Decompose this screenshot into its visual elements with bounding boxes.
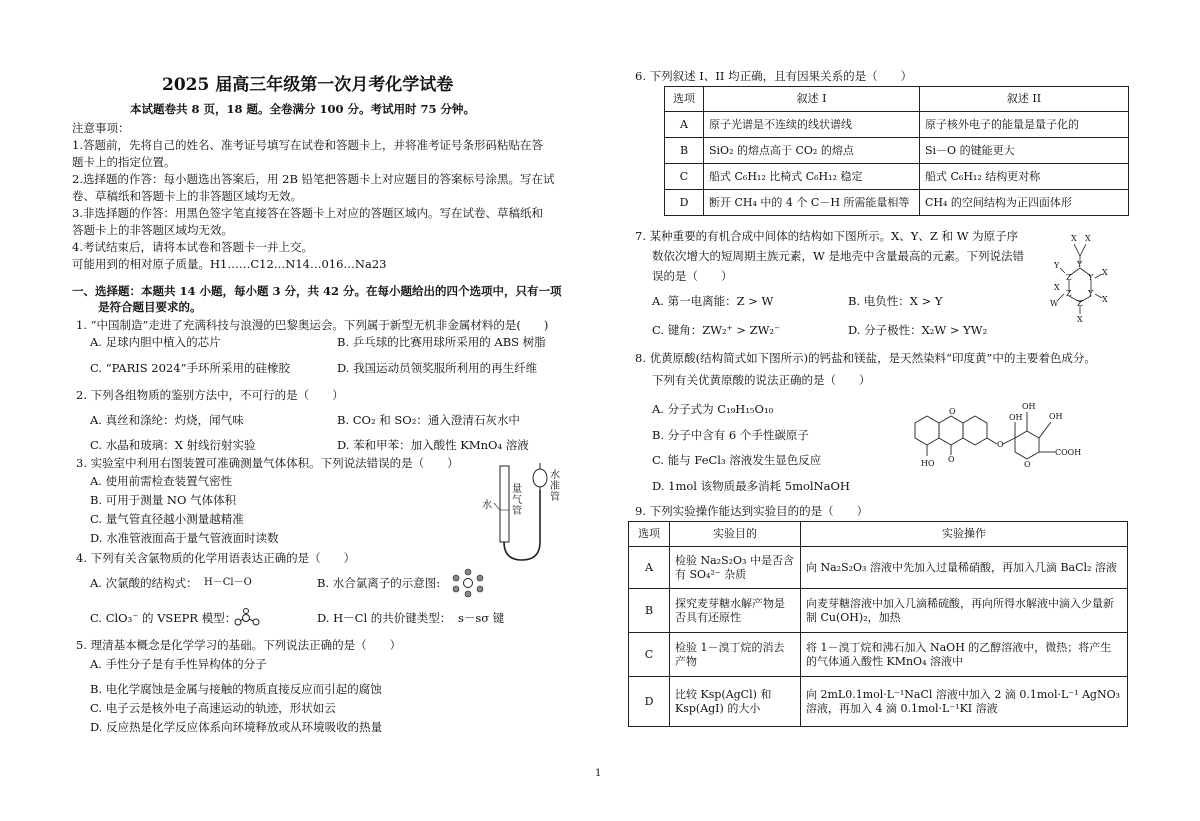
q6-col-option: 选项: [665, 87, 704, 112]
atom-label: O: [949, 407, 956, 416]
exam-subtitle: 本试题卷共 8 页，18 题。全卷满分 100 分。考试用时 75 分钟。: [130, 102, 476, 116]
q1-stem: 1. “中国制造”走进了充满科技与浪漫的巴黎奥运会。下列属于新型无机非金属材料的是( ): [76, 318, 549, 332]
hydrated-chloride-ion-diagram: [450, 568, 486, 598]
q9-col-option: 选项: [629, 522, 670, 547]
q1-option-b: B. 乒乓球的比赛用球所采用的 ABS 树脂: [337, 335, 546, 349]
table-cell: 将 1－溴丁烷和沸石加入 NaOH 的乙醇溶液中，微热；将产生的气体通入酸性 KMnO₄ 溶液中: [801, 633, 1128, 677]
q2-option-a: A. 真丝和涤纶：灼烧，闻气味: [90, 413, 244, 427]
atom-label: O: [997, 440, 1004, 449]
atom-x: X: [1102, 295, 1108, 304]
atom-label: O: [948, 455, 955, 464]
q8-option-c: C. 能与 FeCl₃ 溶液发生显色反应: [652, 453, 822, 467]
q8-option-b: B. 分子中含有 6 个手性碳原子: [652, 428, 809, 442]
q9-header-row: [629, 522, 1128, 547]
table-cell: 船式 C₆H₁₂ 结构更对称: [920, 164, 1129, 190]
q4-option-c: C. ClO₃⁻ 的 VSEPR 模型：: [90, 611, 237, 625]
q4-option-a: A. 次氯酸的结构式：: [90, 576, 198, 590]
table-cell: 探究麦芽糖水解产物是否具有还原性: [670, 589, 801, 633]
table-row: [665, 138, 1129, 164]
q4-option-b: B. 水合氯离子的示意图:: [317, 576, 441, 590]
table-cell: Si－O 的键能更大: [920, 138, 1129, 164]
table-cell: 船式 C₆H₁₂ 比椅式 C₆H₁₂ 稳定: [704, 164, 920, 190]
atom-label: OH: [1049, 412, 1063, 421]
note-2b: 卷、草稿纸和答题卡上的非答题区域均无效。: [72, 189, 302, 203]
table-row: [629, 589, 1128, 633]
note-2a: 2.选择题的作答：每小题选出答案后，用 2B 铅笔把答题卡上对应题目的答案标号涂黑。写在试: [72, 172, 555, 186]
atomic-masses: 可能用到的相对原子质量。H1……C12…N14…016…Na23: [72, 257, 387, 271]
table-cell: CH₄ 的空间结构为正四面体形: [920, 190, 1129, 216]
vsepr-model-icon: [232, 608, 264, 628]
q9-table: [628, 521, 1128, 727]
q8-atom-labels: [921, 402, 1081, 469]
q7-molecule-structure: [1040, 228, 1130, 324]
q6-col-statement2: 叙述 II: [920, 87, 1129, 112]
q5-option-c: C. 电子云是核外电子高速运动的轨迹，形状如云: [90, 701, 336, 715]
atom-label: O: [1024, 460, 1031, 469]
atom-z: Z: [1066, 289, 1072, 298]
table-cell: SiO₂ 的熔点高于 CO₂ 的熔点: [704, 138, 920, 164]
note-1b: 题卡上的指定位置。: [72, 155, 176, 169]
table-row: [665, 112, 1129, 138]
atom-x: X: [1102, 268, 1108, 277]
table-row: [629, 547, 1128, 589]
section-heading-b: 是符合题目要求的。: [98, 300, 202, 314]
section-heading-a: 一、选择题：本题共 14 小题，每小题 3 分，共 42 分。在每小题给出的四个选项中，只有一项: [72, 284, 562, 298]
q7-option-a: A. 第一电离能：Z > W: [652, 294, 774, 308]
q8-option-a: A. 分子式为 C₁₉H₁₅O₁₀: [652, 402, 774, 416]
table-cell: C: [665, 164, 704, 190]
table-cell: D: [665, 190, 704, 216]
q9-stem: 9. 下列实验操作能达到实验目的的是（ ）: [635, 504, 869, 518]
atom-y: Y: [1088, 289, 1094, 298]
table-cell: A: [665, 112, 704, 138]
notes-heading: 注意事项：: [72, 121, 130, 135]
q6-stem: 6. 下列叙述 I、II 均正确，且有因果关系的是（ ）: [635, 69, 913, 83]
table-cell: 向 Na₂S₂O₃ 溶液中先加入过量稀硝酸，再加入几滴 BaCl₂ 溶液: [801, 547, 1128, 589]
q5-option-b: B. 电化学腐蚀是金属与接触的物质直接反应而引起的腐蚀: [90, 682, 382, 696]
q1-option-a: A. 足球内胆中植入的芯片: [90, 335, 221, 349]
label-gas-tube: 量气管: [512, 484, 522, 517]
table-row: [629, 633, 1128, 677]
label-water: 水: [482, 500, 492, 511]
q8-option-d: D. 1mol 该物质最多消耗 5molNaOH: [652, 479, 850, 493]
atom-z: Z: [1077, 299, 1083, 308]
q7-option-c: C. 键角：ZW₂⁺ > ZW₂⁻: [652, 323, 781, 337]
label-level-tube: 水准管: [550, 470, 560, 503]
q3-option-d: D. 水准管液面高于量气管液面时读数: [90, 531, 279, 545]
q2-option-c: C. 水晶和玻璃：X 射线衍射实验: [90, 438, 256, 452]
atom-label: COOH: [1055, 448, 1082, 457]
atom-w: W: [1050, 299, 1059, 308]
q7-option-b: B. 电负性：X > Y: [848, 294, 943, 308]
table-row: [665, 164, 1129, 190]
atom-y: Y: [1054, 261, 1060, 270]
table-cell: 原子光谱是不连续的线状谱线: [704, 112, 920, 138]
q3-stem: 3. 实验室中利用右图装置可准确测量气体体积。下列说法错误的是（ ）: [76, 456, 459, 470]
q2-stem: 2. 下列各组物质的鉴别方法中，不可行的是（ ）: [76, 388, 344, 402]
table-cell: 检验 1－溴丁烷的消去产物: [670, 633, 801, 677]
table-cell: D: [629, 677, 670, 727]
q3-option-b: B. 可用于测量 NO 气体体积: [90, 493, 237, 507]
table-row: [665, 190, 1129, 216]
q5-stem: 5. 理清基本概念是化学学习的基础。下列说法正确的是（ ）: [76, 638, 402, 652]
q7-option-d: D. 分子极性：X₂W > YW₂: [848, 323, 988, 337]
table-cell: A: [629, 547, 670, 589]
atom-x: X: [1071, 234, 1077, 243]
note-4: 4.考试结束后，请将本试卷和答题卡一并上交。: [72, 240, 313, 254]
q5-option-a: A. 手性分子是有手性异构体的分子: [90, 657, 267, 671]
table-cell: B: [665, 138, 704, 164]
atom-z: Z: [1066, 273, 1072, 282]
q3-option-c: C. 量气管直径越小测量越精准: [90, 512, 244, 526]
page-number: 1: [595, 768, 602, 779]
q6-table: [664, 86, 1129, 216]
euxanthic-acid-structure: [905, 388, 1110, 480]
atom-label: HO: [921, 459, 935, 468]
atom-label: OH: [1022, 402, 1036, 411]
q7-line-2: 数依次增大的短周期主族元素，W 是地壳中含量最高的元素。下列说法错: [652, 249, 1024, 263]
table-cell: C: [629, 633, 670, 677]
q7-atom-labels: [1050, 234, 1108, 324]
q4-option-d: D. H－Cl 的共价键类型：: [317, 611, 452, 625]
atom-label: OH: [1009, 413, 1023, 422]
note-3b: 答题卡上的非答题区域均无效。: [72, 223, 233, 237]
q1-option-d: D. 我国运动员领奖服所利用的再生纤维: [337, 361, 538, 375]
q7-line-1: 7. 某种重要的有机合成中间体的结构如下图所示。X、Y、Z 和 W 为原子序: [635, 229, 1019, 243]
q9-col-purpose: 实验目的: [670, 522, 801, 547]
q4-bond-type: s－sσ 键: [458, 611, 505, 625]
exam-title: 2025 届高三年级第一次月考化学试卷: [162, 75, 454, 95]
q9-col-operation: 实验操作: [801, 522, 1128, 547]
atom-y: Y: [1077, 260, 1083, 269]
q7-line-3: 误的是（ ）: [652, 269, 733, 283]
atom-x: X: [1054, 283, 1060, 292]
q4-hclo-formula: H－Cl－O: [204, 577, 252, 588]
table-row: [629, 677, 1128, 727]
table-cell: 原子核外电子的能量是量子化的: [920, 112, 1129, 138]
table-cell: 断开 CH₄ 中的 4 个 C－H 所需能量相等: [704, 190, 920, 216]
table-cell: 向麦芽糖溶液中加入几滴稀硫酸，再向所得水解液中滴入少量新制 Cu(OH)₂，加热: [801, 589, 1128, 633]
q1-option-c: C. “PARIS 2024”手环所采用的硅橡胶: [90, 361, 290, 375]
q8-line-2: 下列有关优黄原酸的说法正确的是（ ）: [652, 373, 871, 387]
q4-stem: 4. 下列有关含氯物质的化学用语表达正确的是（ ）: [76, 551, 356, 565]
q2-option-b: B. CO₂ 和 SO₂：通入澄清石灰水中: [337, 413, 520, 427]
q2-option-d: D. 苯和甲苯：加入酸性 KMnO₄ 溶液: [337, 438, 529, 452]
table-cell: B: [629, 589, 670, 633]
q6-header-row: [665, 87, 1129, 112]
atom-x: X: [1085, 234, 1091, 243]
q8-line-1: 8. 优黄原酸(结构简式如下图所示)的钙盐和镁盐，是天然染料“印度黄”中的主要着色成分。: [635, 351, 1096, 365]
atom-x: X: [1077, 315, 1083, 324]
q5-option-d: D. 反应热是化学反应体系向环境释放或从环境吸收的热量: [90, 720, 383, 734]
note-1a: 1.答题前，先将自己的姓名、准考证号填写在试卷和答题卡上，并将准考证号条形码粘贴在答: [72, 138, 543, 152]
q6-col-statement1: 叙述 I: [704, 87, 920, 112]
table-cell: 检验 Na₂S₂O₃ 中是否含有 SO₄²⁻ 杂质: [670, 547, 801, 589]
q3-option-a: A. 使用前需检查装置气密性: [90, 474, 233, 488]
table-cell: 比较 Ksp(AgCl) 和 Ksp(AgI) 的大小: [670, 677, 801, 727]
atom-y: Y: [1088, 273, 1094, 282]
note-3a: 3.非选择题的作答：用黑色签字笔直接答在答题卡上对应的答题区域内。写在试卷、草稿纸和: [72, 206, 543, 220]
table-cell: 向 2mL0.1mol·L⁻¹NaCl 溶液中加入 2 滴 0.1mol·L⁻¹ AgNO₃ 溶液，再加入 4 滴 0.1mol·L⁻¹KI 溶液: [801, 677, 1128, 727]
